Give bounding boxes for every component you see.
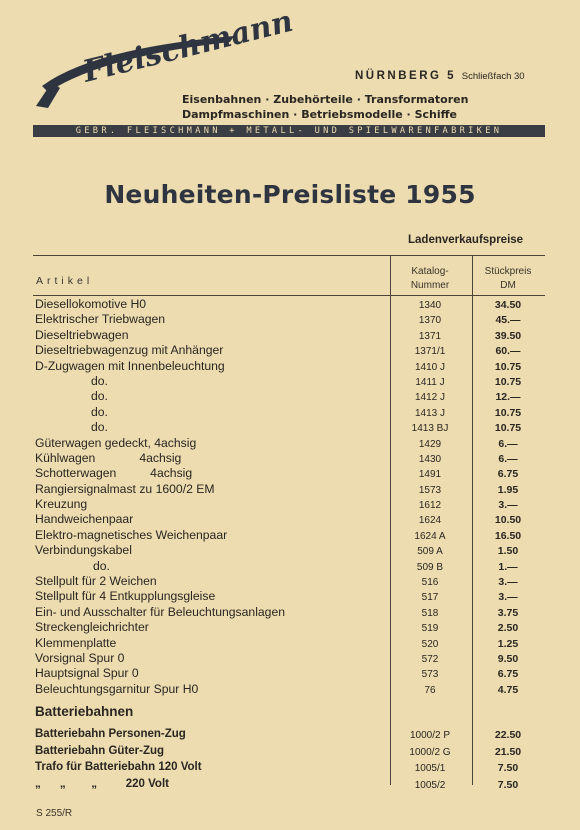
catalog-number: 1410 J — [414, 361, 446, 373]
catalog-number: 1429 — [418, 438, 442, 450]
table-row — [33, 727, 545, 744]
article-name: Elektro-magnetisches Weichenpaar — [35, 527, 228, 542]
catalog-number: 1573 — [418, 484, 442, 496]
article-name: Ein- und Ausschalter für Beleuchtungsanlagen — [35, 604, 286, 619]
catalog-number: 509 B — [416, 561, 444, 573]
catalog-number: 1411 J — [415, 376, 445, 388]
table-row — [33, 666, 545, 681]
article-name: Streckengleichrichter — [35, 620, 149, 635]
table-top-rule — [33, 255, 545, 256]
article-name: do. — [91, 420, 108, 435]
catalog-number: 1413 BJ — [411, 423, 449, 435]
column-header-price-line1: Stückpreis — [484, 266, 532, 277]
article-name: Diesellokomotive H0 — [35, 297, 147, 311]
table-row — [33, 497, 545, 512]
article-name: Dieseltriebwagenzug mit Anhänger — [35, 343, 224, 358]
catalog-number: 1412 J — [414, 392, 446, 404]
catalog-number: 1624 A — [414, 530, 446, 542]
article-name: Schotterwagen 4achsig — [35, 466, 193, 481]
catalog-number: 520 — [421, 638, 439, 650]
svg-text:Fleischmann: Fleischmann — [79, 3, 297, 90]
unit-price: 3.75 — [497, 606, 519, 619]
column-header-catalog — [390, 265, 470, 293]
article-name: Vorsignal Spur 0 — [35, 650, 125, 665]
article-name: Handweichenpaar — [35, 512, 134, 527]
table-row — [33, 760, 545, 777]
article-name: Dieseltriebwagen — [35, 327, 129, 342]
catalog-number: 1340 — [418, 300, 442, 311]
article-table — [33, 297, 545, 697]
article-name: Verbindungskabel — [35, 543, 132, 558]
table-row — [33, 328, 545, 343]
unit-price: 45.— — [495, 314, 521, 327]
article-name: Batteriebahn Personen-Zug — [35, 728, 186, 740]
column-header-artikel: Artikel — [36, 275, 94, 287]
table-row — [33, 512, 545, 527]
catalog-number: 1371/1 — [414, 346, 446, 358]
unit-price: 10.50 — [494, 514, 522, 527]
unit-price: 1.95 — [497, 483, 519, 496]
article-name: Batteriebahn Güter-Zug — [35, 744, 165, 757]
catalog-number: 1430 — [418, 453, 442, 465]
unit-price: 3.— — [498, 591, 518, 604]
table-header-rule — [33, 295, 545, 296]
column-header-price — [472, 265, 544, 293]
city-address — [355, 70, 525, 82]
unit-price: 6.— — [498, 452, 518, 465]
article-name: Kreuzung — [35, 497, 88, 512]
table-row — [33, 543, 545, 558]
table-row — [33, 374, 545, 389]
article-name: Güterwagen gedeckt, 4achsig — [35, 435, 197, 450]
article-name: Beleuchtungsgarnitur Spur H0 — [35, 681, 199, 696]
catalog-number: 1413 J — [414, 407, 446, 419]
unit-price: 39.50 — [494, 329, 522, 342]
unit-price: 1.50 — [497, 545, 519, 558]
table-row — [33, 405, 545, 420]
article-name: Kühlwagen 4achsig — [35, 450, 182, 465]
unit-price: 1.25 — [497, 637, 519, 650]
unit-price: 3.— — [498, 576, 518, 589]
unit-price: 6.— — [498, 437, 518, 450]
unit-price: 22.50 — [494, 729, 522, 741]
form-number: S 255/R — [36, 808, 73, 819]
article-name: do. — [93, 558, 110, 573]
catalog-number: 518 — [421, 607, 439, 619]
company-banner — [33, 125, 545, 137]
table-row — [33, 312, 545, 327]
table-row — [33, 574, 545, 589]
table-row — [33, 451, 545, 466]
table-row — [33, 744, 545, 761]
article-name: Stellpult für 4 Entkupplungsgleise — [35, 589, 216, 604]
table-row — [33, 589, 545, 604]
article-name: Klemmenplatte — [35, 635, 117, 650]
catalog-number: 1370 — [418, 315, 442, 327]
catalog-number: 572 — [421, 653, 439, 665]
article-name: do. — [91, 373, 108, 388]
company-banner-text: GEBR. FLEISCHMANN + METALL- UND SPIELWARENFABRIKEN — [75, 126, 503, 136]
unit-price: 12.— — [495, 391, 521, 404]
table-row — [33, 389, 545, 404]
city: NÜRNBERG 5 — [355, 70, 457, 82]
unit-price: 10.75 — [494, 406, 522, 419]
article-name: D-Zugwagen mit Innenbeleuchtung — [35, 358, 225, 373]
unit-price: 7.50 — [497, 762, 519, 774]
catalog-number: 1000/2 G — [409, 746, 451, 758]
catalog-number: 1000/2 P — [409, 730, 451, 741]
unit-price: 9.50 — [497, 652, 519, 665]
table-row — [33, 605, 545, 620]
unit-price: 3.— — [498, 499, 518, 512]
table-row — [33, 636, 545, 651]
article-name: Elektrischer Triebwagen — [35, 312, 166, 327]
catalog-number: 1612 — [418, 500, 442, 512]
battery-table — [33, 727, 545, 793]
unit-price: 10.75 — [494, 360, 522, 373]
catalog-number: 519 — [421, 623, 439, 635]
catalog-number: 1005/2 — [414, 779, 446, 791]
catalog-number: 509 A — [417, 546, 443, 558]
article-name: do. — [91, 389, 108, 404]
article-name: Stellpult für 2 Weichen — [35, 574, 157, 589]
table-row — [33, 482, 545, 497]
catalog-number: 76 — [424, 684, 436, 696]
page-title: Neuheiten-Preisliste 1955 — [104, 180, 476, 209]
unit-price: 10.75 — [494, 375, 522, 388]
article-name: do. — [91, 404, 108, 419]
product-line-2: Dampfmaschinen · Betriebsmodelle · Schiffe — [182, 108, 457, 121]
catalog-number: 1371 — [418, 330, 442, 342]
section-title-batteriebahnen: Batteriebahnen — [35, 704, 134, 719]
article-name: „ „ „ 220 Volt — [35, 777, 169, 790]
table-row — [33, 297, 545, 312]
table-row — [33, 359, 545, 374]
catalog-number: 1624 — [418, 515, 442, 527]
product-line-1: Eisenbahnen · Zubehörteile · Transformatoren — [182, 93, 469, 106]
catalog-number: 1005/1 — [414, 763, 446, 774]
table-row — [33, 620, 545, 635]
unit-price: 6.75 — [497, 668, 519, 681]
unit-price: 60.— — [495, 345, 521, 358]
catalog-number: 573 — [421, 669, 439, 681]
table-row — [33, 528, 545, 543]
product-lines — [182, 92, 562, 122]
table-row — [33, 559, 545, 574]
unit-price: 4.75 — [497, 683, 519, 696]
article-name: Hauptsignal Spur 0 — [35, 666, 139, 681]
table-row — [33, 466, 545, 481]
unit-price: 6.75 — [497, 468, 519, 481]
column-header-catalog-line1: Katalog- — [411, 266, 449, 277]
table-row — [33, 682, 545, 697]
unit-price: 16.50 — [494, 529, 522, 542]
table-row — [33, 343, 545, 358]
page-subtitle: Ladenverkaufspreise — [408, 234, 524, 246]
unit-price: 34.50 — [494, 299, 522, 311]
catalog-number: 1491 — [418, 469, 442, 481]
unit-price: 1.— — [498, 560, 518, 573]
table-row — [33, 777, 545, 794]
table-row — [33, 651, 545, 666]
catalog-number: 516 — [421, 577, 439, 589]
column-header-price-line2: DM — [500, 280, 516, 291]
unit-price: 7.50 — [497, 778, 519, 791]
po-box: Schließfach 30 — [461, 71, 525, 82]
unit-price: 21.50 — [494, 745, 522, 758]
table-row — [33, 436, 545, 451]
article-name: Trafo für Batteriebahn 120 Volt — [35, 761, 202, 773]
table-row — [33, 420, 545, 435]
unit-price: 2.50 — [497, 622, 519, 635]
article-name: Rangiersignalmast zu 1600/2 EM — [35, 481, 215, 496]
column-header-catalog-line2: Nummer — [410, 280, 450, 291]
unit-price: 10.75 — [494, 422, 522, 435]
catalog-number: 517 — [421, 592, 439, 604]
